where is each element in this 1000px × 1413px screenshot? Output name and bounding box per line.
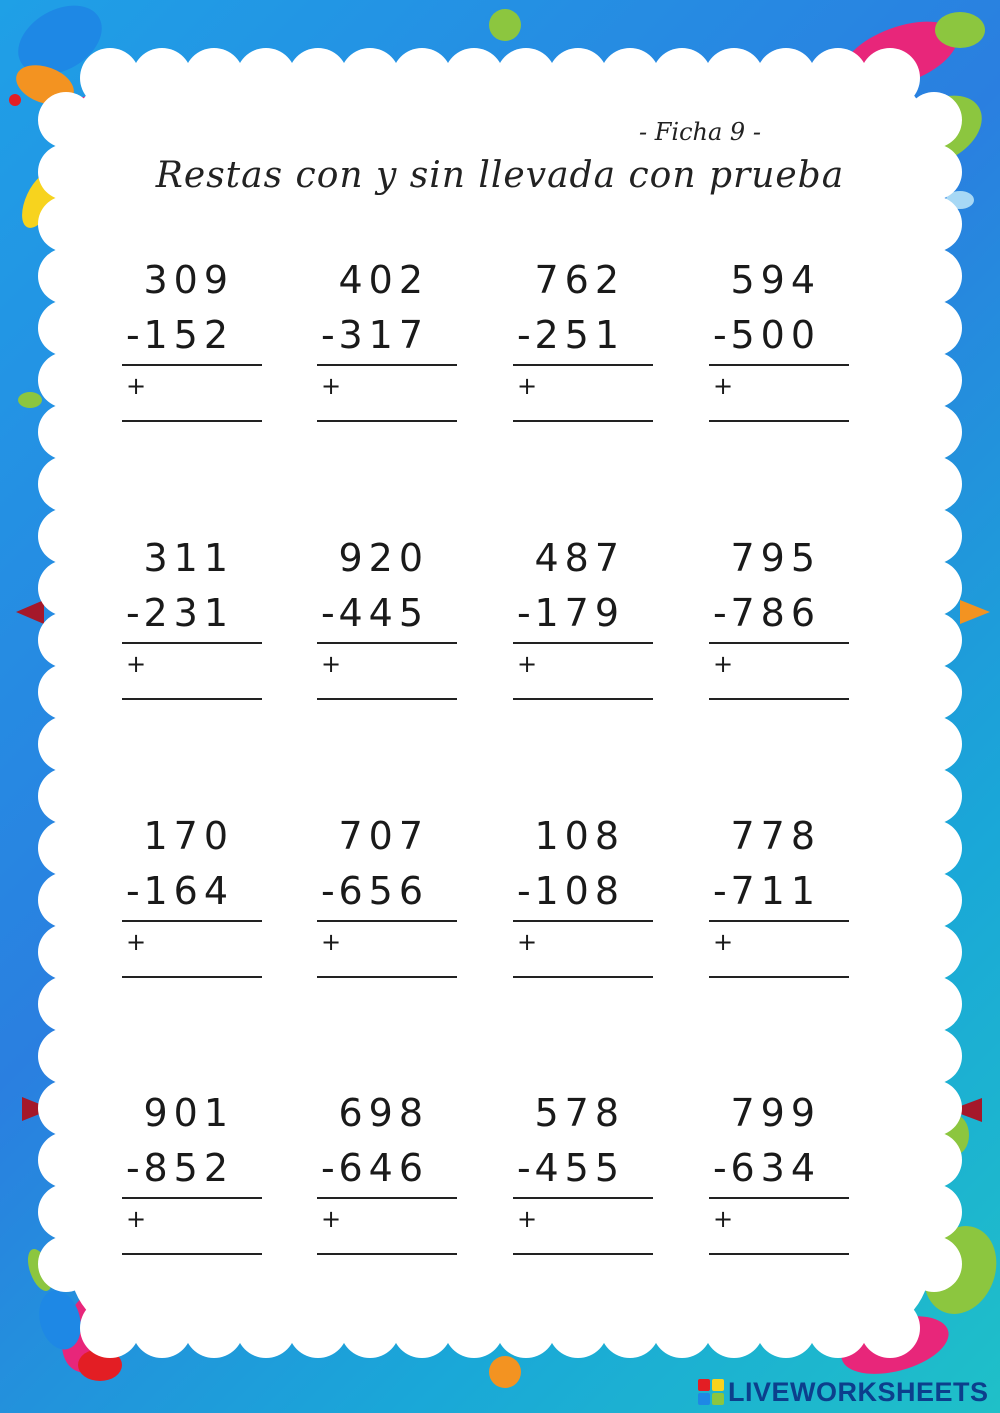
minuend: 309 [143, 258, 234, 302]
subtrahend: 164 [143, 869, 234, 913]
subtraction-problem [317, 814, 457, 984]
plus-sign: + [517, 372, 538, 400]
minus-sign: - [517, 869, 531, 913]
plus-sign: + [126, 372, 147, 400]
minus-sign: - [126, 1146, 140, 1190]
subtraction-problem [317, 258, 457, 428]
minuend: 762 [534, 258, 625, 302]
plus-sign: + [713, 650, 734, 678]
subtrahend: 711 [730, 869, 821, 913]
minuend: 578 [534, 1091, 625, 1135]
minuend: 707 [338, 814, 429, 858]
plus-sign: + [321, 372, 342, 400]
result-line [317, 364, 457, 366]
plus-sign: + [321, 1205, 342, 1233]
proof-line [513, 420, 653, 422]
minus-sign: - [517, 591, 531, 635]
plus-sign: + [517, 1205, 538, 1233]
result-line [513, 642, 653, 644]
proof-line [122, 1253, 262, 1255]
subtrahend: 152 [143, 313, 234, 357]
plus-sign: + [321, 928, 342, 956]
minuend: 778 [730, 814, 821, 858]
result-line [513, 364, 653, 366]
header-ficha: - Ficha 9 - [639, 118, 761, 146]
minuend: 594 [730, 258, 821, 302]
subtrahend: 179 [534, 591, 625, 635]
minus-sign: - [713, 1146, 727, 1190]
minus-sign: - [713, 591, 727, 635]
subtrahend: 656 [338, 869, 429, 913]
page-title: Restas con y sin llevada con prueba [155, 155, 845, 196]
proof-line [709, 698, 849, 700]
result-line [122, 642, 262, 644]
minus-sign: - [321, 313, 335, 357]
proof-line [317, 976, 457, 978]
subtrahend: 455 [534, 1146, 625, 1190]
minuend: 108 [534, 814, 625, 858]
proof-line [513, 698, 653, 700]
subtraction-problem [122, 1091, 262, 1261]
plus-sign: + [713, 372, 734, 400]
minuend: 402 [338, 258, 429, 302]
subtrahend: 445 [338, 591, 429, 635]
proof-line [513, 1253, 653, 1255]
minuend: 799 [730, 1091, 821, 1135]
minus-sign: - [126, 591, 140, 635]
subtraction-problem [709, 258, 849, 428]
subtrahend: 251 [534, 313, 625, 357]
minuend: 698 [338, 1091, 429, 1135]
watermark-text: LIVEWORKSHEETS [728, 1376, 989, 1407]
plus-sign: + [321, 650, 342, 678]
subtrahend: 108 [534, 869, 625, 913]
plus-sign: + [517, 650, 538, 678]
proof-line [317, 1253, 457, 1255]
plus-sign: + [517, 928, 538, 956]
minuend: 901 [143, 1091, 234, 1135]
minus-sign: - [713, 869, 727, 913]
subtraction-problem [709, 1091, 849, 1261]
subtraction-problem [122, 814, 262, 984]
result-line [513, 1197, 653, 1199]
subtraction-problem [513, 536, 653, 706]
subtraction-problem [122, 536, 262, 706]
minus-sign: - [126, 869, 140, 913]
result-line [122, 1197, 262, 1199]
subtrahend: 231 [143, 591, 234, 635]
minuend: 170 [143, 814, 234, 858]
result-line [122, 364, 262, 366]
proof-line [709, 976, 849, 978]
result-line [317, 642, 457, 644]
result-line [513, 920, 653, 922]
subtrahend: 646 [338, 1146, 429, 1190]
proof-line [317, 698, 457, 700]
subtraction-problem [513, 814, 653, 984]
subtraction-problem [317, 536, 457, 706]
result-line [709, 920, 849, 922]
subtrahend: 786 [730, 591, 821, 635]
minus-sign: - [321, 591, 335, 635]
result-line [317, 1197, 457, 1199]
proof-line [709, 420, 849, 422]
minus-sign: - [321, 869, 335, 913]
liveworksheets-logo-icon [698, 1379, 724, 1405]
subtraction-problem [709, 814, 849, 984]
subtraction-problem [317, 1091, 457, 1261]
result-line [709, 1197, 849, 1199]
result-line [709, 364, 849, 366]
subtraction-problem [513, 258, 653, 428]
subtrahend: 634 [730, 1146, 821, 1190]
plus-sign: + [126, 1205, 147, 1233]
plus-sign: + [713, 928, 734, 956]
minus-sign: - [321, 1146, 335, 1190]
proof-line [317, 420, 457, 422]
minuend: 920 [338, 536, 429, 580]
minuend: 487 [534, 536, 625, 580]
result-line [709, 642, 849, 644]
minuend: 795 [730, 536, 821, 580]
subtrahend: 852 [143, 1146, 234, 1190]
minus-sign: - [126, 313, 140, 357]
plus-sign: + [126, 650, 147, 678]
minuend: 311 [143, 536, 234, 580]
subtrahend: 317 [338, 313, 429, 357]
proof-line [122, 976, 262, 978]
subtraction-problem [513, 1091, 653, 1261]
subtrahend: 500 [730, 313, 821, 357]
result-line [122, 920, 262, 922]
plus-sign: + [126, 928, 147, 956]
proof-line [513, 976, 653, 978]
minus-sign: - [517, 313, 531, 357]
liveworksheets-watermark [698, 1376, 989, 1408]
proof-line [122, 420, 262, 422]
plus-sign: + [713, 1205, 734, 1233]
subtraction-problem [122, 258, 262, 428]
minus-sign: - [517, 1146, 531, 1190]
result-line [317, 920, 457, 922]
subtraction-problem [709, 536, 849, 706]
proof-line [709, 1253, 849, 1255]
proof-line [122, 698, 262, 700]
minus-sign: - [713, 313, 727, 357]
